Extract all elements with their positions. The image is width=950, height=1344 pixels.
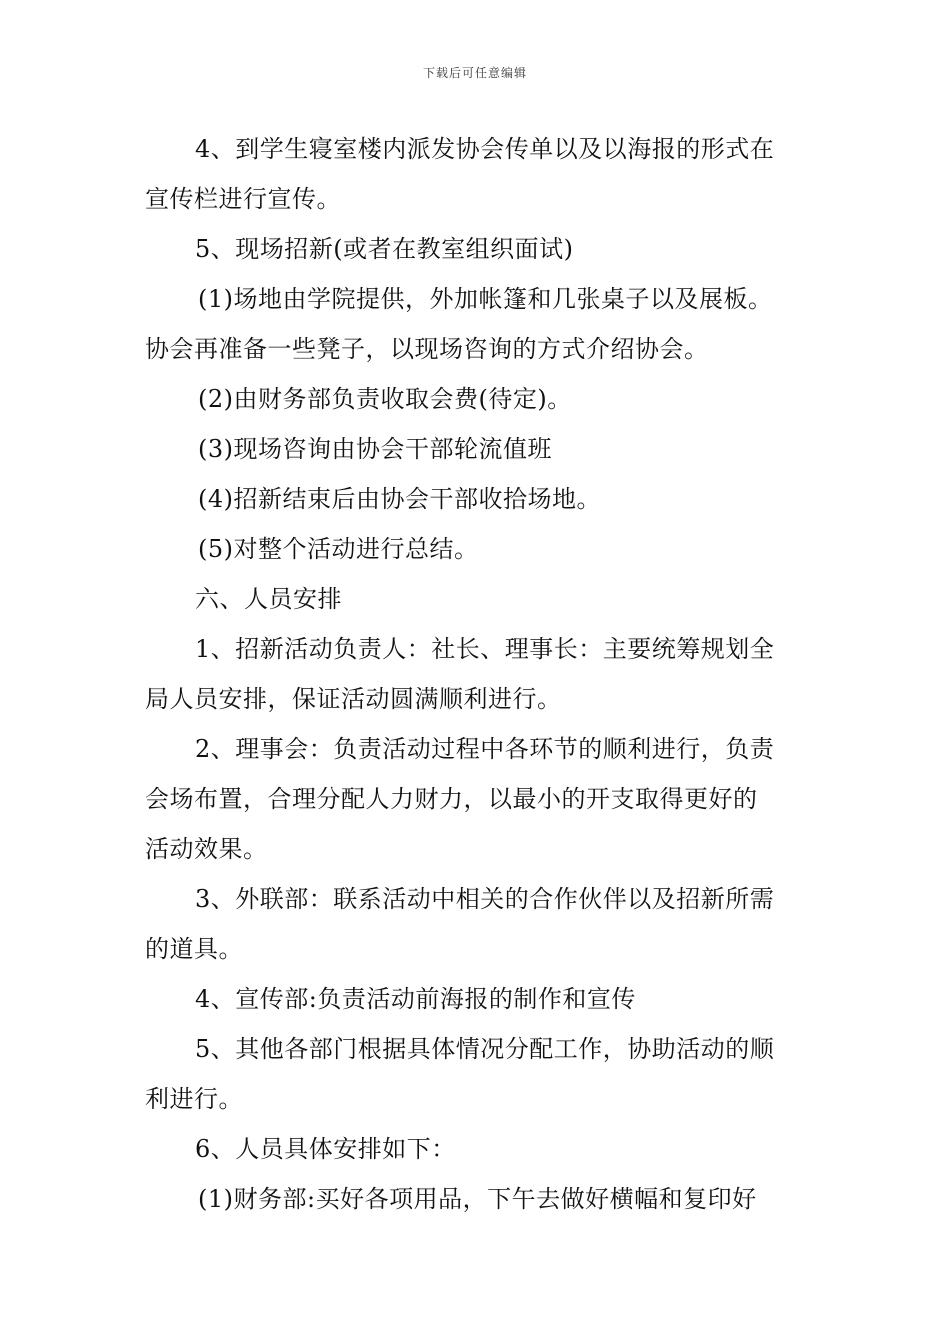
text-line: (4)招新结束后由协会干部收拾场地。 (198, 485, 601, 513)
text-line: 6、人员具体安排如下： (195, 1135, 456, 1163)
text-line: (2)由财务部负责收取会费(待定)。 (198, 385, 572, 413)
text-line: 利进行。 (145, 1085, 243, 1113)
text-line: 4、宣传部:负责活动前海报的制作和宣传 (195, 985, 636, 1013)
text-line: 协会再准备一些凳子，以现场咨询的方式介绍协会。 (145, 335, 709, 363)
page-header: 下载后可任意编辑 (422, 66, 527, 80)
text-line: (5)对整个活动进行总结。 (198, 535, 479, 563)
text-line: 5、其他各部门根据具体情况分配工作，协助活动的顺 (195, 1035, 775, 1063)
text-line: 局人员安排，保证活动圆满顺利进行。 (145, 685, 562, 713)
text-line: 2、理事会：负责活动过程中各环节的顺利进行，负责 (195, 735, 775, 763)
text-line: 3、外联部：联系活动中相关的合作伙伴以及招新所需 (195, 885, 775, 913)
text-line: 会场布置，合理分配人力财力，以最小的开支取得更好的 (145, 785, 758, 813)
text-line: 宣传栏进行宣传。 (145, 185, 341, 213)
text-line: (3)现场咨询由协会干部轮流值班 (198, 435, 552, 463)
text-line: (1)财务部:买好各项用品，下午去做好横幅和复印好 (198, 1185, 757, 1213)
text-line: 4、到学生寝室楼内派发协会传单以及以海报的形式在 (195, 135, 775, 163)
text-line: (1)场地由学院提供，外加帐篷和几张桌子以及展板。 (198, 285, 773, 313)
text-line: 5、现场招新(或者在教室组织面试) (195, 235, 574, 263)
text-line: 的道具。 (145, 935, 243, 963)
text-line: 1、招新活动负责人：社长、理事长：主要统筹规划全 (195, 635, 775, 663)
text-line: 活动效果。 (145, 835, 268, 863)
section-heading: 六、人员安排 (195, 585, 342, 613)
